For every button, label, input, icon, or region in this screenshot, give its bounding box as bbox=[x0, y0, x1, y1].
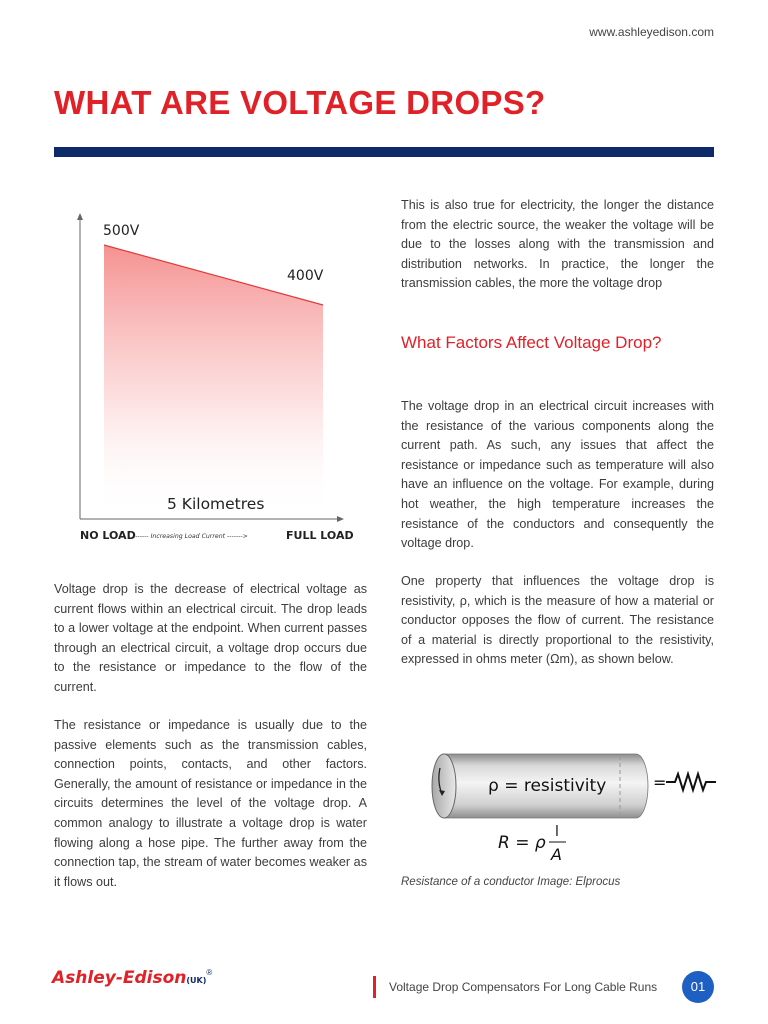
formula-numerator: l bbox=[555, 824, 559, 840]
axis-right-label: FULL LOAD bbox=[286, 529, 354, 542]
logo-registered: ® bbox=[206, 968, 213, 977]
chart-x-label: 5 Kilometres bbox=[167, 495, 265, 513]
chart-x-axis-arrow bbox=[337, 516, 344, 522]
website-url[interactable]: www.ashleyedison.com bbox=[589, 25, 714, 39]
right-paragraph-1: This is also true for electricity, the longer the distance from the electric source, the weaker the voltage will be due to the losses along with the transmission and distribution networks. In practice, the longer the transmission cables, the more the voltage drop bbox=[401, 198, 714, 291]
equals-sign: = bbox=[653, 773, 667, 792]
section-heading: What Factors Affect Voltage Drop? bbox=[401, 333, 662, 352]
resistor-icon bbox=[666, 774, 716, 790]
formula-left: R = ρ bbox=[498, 833, 546, 853]
formula-denominator: A bbox=[551, 845, 562, 864]
right-paragraph-2: The voltage drop in an electrical circuit increases with the resistance of the various components along the current path. As such, any issues that affect the resistance or impedance such as temperature will also have an influence on the voltage. For example, during hot weather, the high temperature increases the resistance of the conductors and consequently the voltage drop. bbox=[401, 399, 714, 551]
figure-caption: Resistance of a conductor Image: Elprocus bbox=[401, 876, 621, 888]
logo-text: Ashley-Edison bbox=[52, 968, 187, 988]
left-paragraph-2: The resistance or impedance is usually due to the passive elements such as the transmission cables, connection points, contacts, and other factors. Generally, the amount of resistance or impedance in the circuits determines the level of the voltage drop. A common analogy to illustrate a voltage drop is water flowing along a hose pipe. The further away from the connection tap, the stream of water becomes weaker as it flows out. bbox=[54, 718, 367, 889]
chart-point-label-end: 400V bbox=[287, 268, 324, 284]
logo-suffix: (UK) bbox=[186, 976, 207, 985]
brand-logo bbox=[52, 968, 212, 988]
cylinder-label: ρ = resistivity bbox=[488, 776, 607, 796]
voltage-drop-chart bbox=[70, 205, 360, 550]
title-underline bbox=[54, 147, 714, 157]
footer-divider bbox=[373, 976, 376, 998]
page-number-badge: 01 bbox=[682, 971, 714, 1003]
cylinder-end-cap bbox=[432, 754, 456, 818]
axis-mid-label: ------- Increasing Load Current -------> bbox=[133, 533, 248, 540]
left-paragraph-1: Voltage drop is the decrease of electrical voltage as current flows within an electrical circuit. The drop leads to a lower voltage at the endpoint. When current passes through an electrical circuit, a voltage drop occurs due to the resistance or impedance to the flow of the current. bbox=[54, 582, 367, 694]
axis-left-label: NO LOAD bbox=[80, 529, 136, 542]
chart-area-fill bbox=[104, 245, 323, 519]
resistivity-figure bbox=[428, 746, 720, 870]
right-paragraph-3: One property that influences the voltage drop is resistivity, ρ, which is the measure of how a material or conductor opposes the flow of current. The resistance of a material is directly proportional to the resistivity, expressed in ohms meter (Ωm), as shown below. bbox=[401, 574, 714, 667]
footer-document-title: Voltage Drop Compensators For Long Cable Runs bbox=[389, 980, 658, 994]
page-title: WHAT ARE VOLTAGE DROPS? bbox=[54, 84, 546, 121]
chart-y-axis-arrow bbox=[77, 213, 83, 220]
chart-point-label-start: 500V bbox=[103, 223, 140, 239]
